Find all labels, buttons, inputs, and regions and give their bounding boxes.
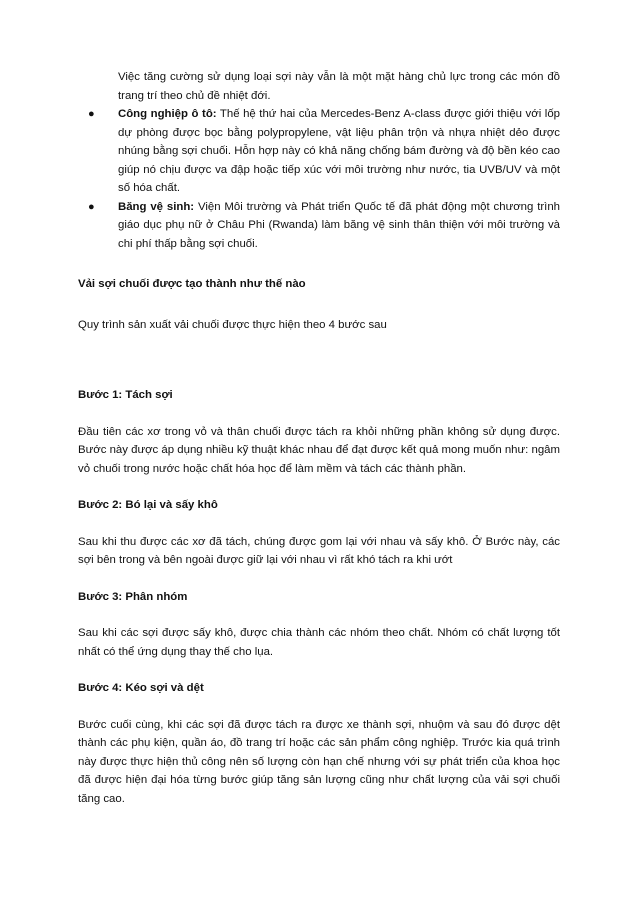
step-3-title: Bước 3: Phân nhóm [78, 590, 188, 603]
bullet-list [78, 105, 560, 253]
bullet-dot-icon: ● [88, 108, 95, 120]
document-page [78, 68, 560, 808]
step-4-title: Bước 4: Kéo sợi và dệt [78, 682, 204, 694]
step-3-body: Sau khi các sợi được sấy khô, được chia thành các nhóm theo chất. Nhóm có chất lượng tốt nhất có thể ứng dụng thay thế cho lụa. [78, 627, 560, 658]
section-intro: Quy trình sản xuất vải chuối được thực hiện theo 4 bước sau [78, 318, 387, 331]
step-1-body: Đầu tiên các xơ trong vỏ và thân chuối được tách ra khỏi những phần không sử dụng được. Bước này được áp dụng nhiều kỹ thuật khác nhau để đạt được kết quả mong muốn như: ngâm vỏ chuối trong nước hoặc chất hóa học để làm mềm và tách các thành phần. [78, 425, 560, 475]
intro-continuation: Việc tăng cường sử dụng loại sợi này vẫn là một mặt hàng chủ lực trong các món đồ trang trí theo chủ đề nhiệt đới. [118, 71, 560, 102]
bullet-label: Băng vệ sinh: [118, 200, 195, 213]
section-heading: Vải sợi chuối được tạo thành như thế nào [78, 278, 306, 290]
step-2-title: Bước 2: Bó lại và sấy khô [78, 499, 218, 511]
bullet-text: Thế hệ thứ hai của Mercedes-Benz A-class được giới thiệu với lốp dự phòng được bọc bằng polypropylene, vật liệu phân trộn và nhựa nhiệt dẻo được nhúng bằng sợi chuối. Hỗn hợp này có khả năng chống bám đường và độ bền kéo cao giúp nó chịu được va đập hoặc tiếp xúc với môi trường như nước, tia UVB/UV và một số hóa chất. [118, 108, 560, 194]
step-1-title: Bước 1: Tách sợi [78, 389, 173, 401]
bullet-item-automotive [78, 105, 560, 198]
bullet-item-sanitary [78, 198, 560, 254]
step-4-body: Bước cuối cùng, khi các sợi đã được tách ra được xe thành sợi, nhuộm và sau đó được dệt thành các phụ kiện, quần áo, đồ trang trí hoặc các sản phẩm công nghiệp. Trước kia quá trình này được thực hiện thủ công nên số lượng còn hạn chế nhưng với sự phát triển của khoa học đã được hiện đại hóa từng bước giúp tăng sản lượng cũng như chất lượng của vải sợi chuối tăng cao. [78, 718, 560, 805]
step-2-body: Sau khi thu được các xơ đã tách, chúng được gom lại với nhau và sấy khô. Ở Bước này, các sợi bên trong và bên ngoài được giữ lại với nhau vì rất khó tách ra khi ướt [78, 535, 560, 566]
bullet-text: Viện Môi trường và Phát triển Quốc tế đã phát động một chương trình giáo dục phụ nữ ở Châu Phi (Rwanda) làm băng vệ sinh thân thiện với môi trường và chi phí thấp bằng sợi chuối. [118, 200, 560, 250]
bullet-label: Công nghiệp ô tô: [118, 108, 217, 120]
bullet-dot-icon: ● [88, 200, 95, 213]
